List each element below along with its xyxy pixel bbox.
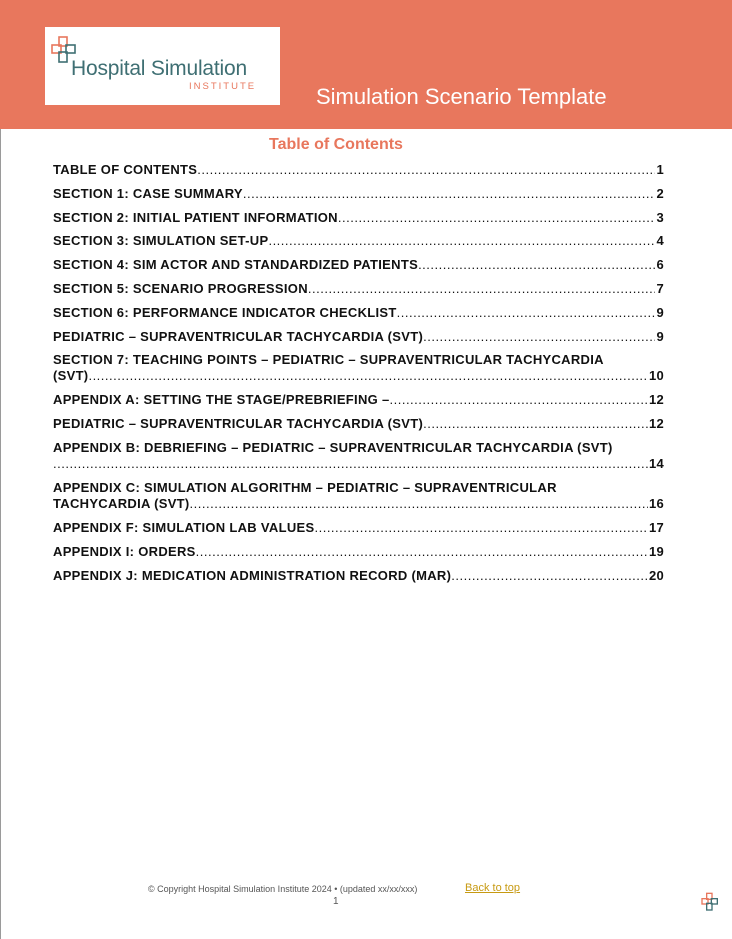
toc-page-number: 16 (648, 496, 664, 511)
toc-dot-leader (390, 392, 648, 408)
toc-dot-leader (268, 233, 655, 249)
toc-page-number: 14 (648, 456, 664, 471)
toc-entry[interactable] (53, 281, 664, 297)
toc-entry[interactable] (53, 257, 664, 273)
header-band (0, 0, 732, 129)
toc-dot-leader (197, 162, 655, 178)
toc-page-number: 6 (656, 257, 664, 272)
toc-entry[interactable] (53, 233, 664, 249)
toc-entry[interactable] (53, 329, 664, 345)
toc-entry-title: APPENDIX C: SIMULATION ALGORITHM – PEDIATRIC – SUPRAVENTRICULAR (53, 480, 557, 495)
toc-entry-title: APPENDIX B: DEBRIEFING – PEDIATRIC – SUPRAVENTRICULAR TACHYCARDIA (SVT) (53, 440, 613, 455)
logo (45, 27, 280, 105)
toc-page-number: 17 (648, 520, 664, 535)
toc-dot-leader (243, 186, 656, 202)
toc-dot-leader (418, 257, 655, 273)
toc-entry[interactable] (53, 392, 664, 408)
toc-entry-title: PEDIATRIC – SUPRAVENTRICULAR TACHYCARDIA (SVT) (53, 329, 424, 344)
toc-entry-title: APPENDIX A: SETTING THE STAGE/PREBRIEFING – (53, 392, 390, 407)
toc-dot-leader (196, 544, 648, 560)
toc-entry-title: PEDIATRIC – SUPRAVENTRICULAR TACHYCARDIA (SVT) (53, 416, 424, 431)
toc-entry[interactable] (53, 480, 664, 512)
toc-entry-title: SECTION 4: SIM ACTOR AND STANDARDIZED PATIENTS (53, 257, 419, 272)
toc-entry-title: TABLE OF CONTENTS (53, 162, 198, 177)
toc-dot-leader (397, 305, 656, 321)
logo-main-text: Hospital Simulation (71, 57, 247, 80)
toc-page-number: 3 (656, 210, 664, 225)
toc-dot-leader (53, 456, 648, 472)
toc-dot-leader (451, 568, 648, 584)
toc-page-number: 19 (648, 544, 664, 559)
toc-entry[interactable] (53, 186, 664, 202)
toc-entry-title: SECTION 1: CASE SUMMARY (53, 186, 243, 201)
medical-cross-icon (700, 892, 720, 912)
toc-page-number: 4 (656, 233, 664, 248)
toc-entry-title: APPENDIX F: SIMULATION LAB VALUES (53, 520, 315, 535)
toc-entry[interactable] (53, 162, 664, 178)
toc-dot-leader (423, 329, 655, 345)
toc-page-number: 20 (648, 568, 664, 583)
toc-dot-leader (88, 368, 647, 384)
toc-entry[interactable] (53, 520, 664, 536)
toc-dot-leader (308, 281, 656, 297)
toc-dot-leader (423, 416, 648, 432)
toc-entry[interactable] (53, 210, 664, 226)
toc-entry-title: APPENDIX I: ORDERS (53, 544, 196, 559)
toc-entry-title: SECTION 5: SCENARIO PROGRESSION (53, 281, 308, 296)
toc-entry-title: SECTION 2: INITIAL PATIENT INFORMATION (53, 210, 338, 225)
toc-page-number: 9 (656, 305, 664, 320)
logo-sub-text: INSTITUTE (189, 81, 257, 92)
toc-page-number: 10 (648, 368, 664, 383)
toc-dot-leader (338, 210, 656, 226)
toc-entry-title: SECTION 6: PERFORMANCE INDICATOR CHECKLIST (53, 305, 397, 320)
toc-page-number: 2 (656, 186, 664, 201)
toc-entry[interactable] (53, 416, 664, 432)
toc-dot-leader (190, 496, 648, 512)
back-to-top-link[interactable]: Back to top (465, 882, 521, 894)
toc-dot-leader (314, 520, 647, 536)
toc-entry-title: TACHYCARDIA (SVT) (53, 496, 190, 511)
toc-entry-title: SECTION 7: TEACHING POINTS – PEDIATRIC – SUPRAVENTRICULAR TACHYCARDIA (53, 352, 604, 367)
toc-entry-title: APPENDIX J: MEDICATION ADMINISTRATION RECORD (MAR) (53, 568, 452, 583)
toc-page-number: 1 (656, 162, 664, 177)
toc-page-number: 9 (656, 329, 664, 344)
document-title: Simulation Scenario Template (316, 84, 607, 109)
footer-copyright: © Copyright Hospital Simulation Institute 2024 • (updated xx/xx/xxx) (148, 884, 418, 894)
toc-entry-title: SECTION 3: SIMULATION SET-UP (53, 233, 269, 248)
toc-entry[interactable] (53, 568, 664, 584)
toc-entry[interactable] (53, 305, 664, 321)
toc-heading: Table of Contents (269, 136, 403, 153)
toc-entry[interactable] (53, 544, 664, 560)
toc-entry[interactable] (53, 352, 664, 384)
toc-entry[interactable] (53, 440, 664, 472)
toc-entry-title: (SVT) (53, 368, 89, 383)
toc-page-number: 12 (648, 416, 664, 431)
footer-page-number: 1 (333, 896, 339, 907)
toc-page-number: 7 (656, 281, 664, 296)
toc-page-number: 12 (648, 392, 664, 407)
